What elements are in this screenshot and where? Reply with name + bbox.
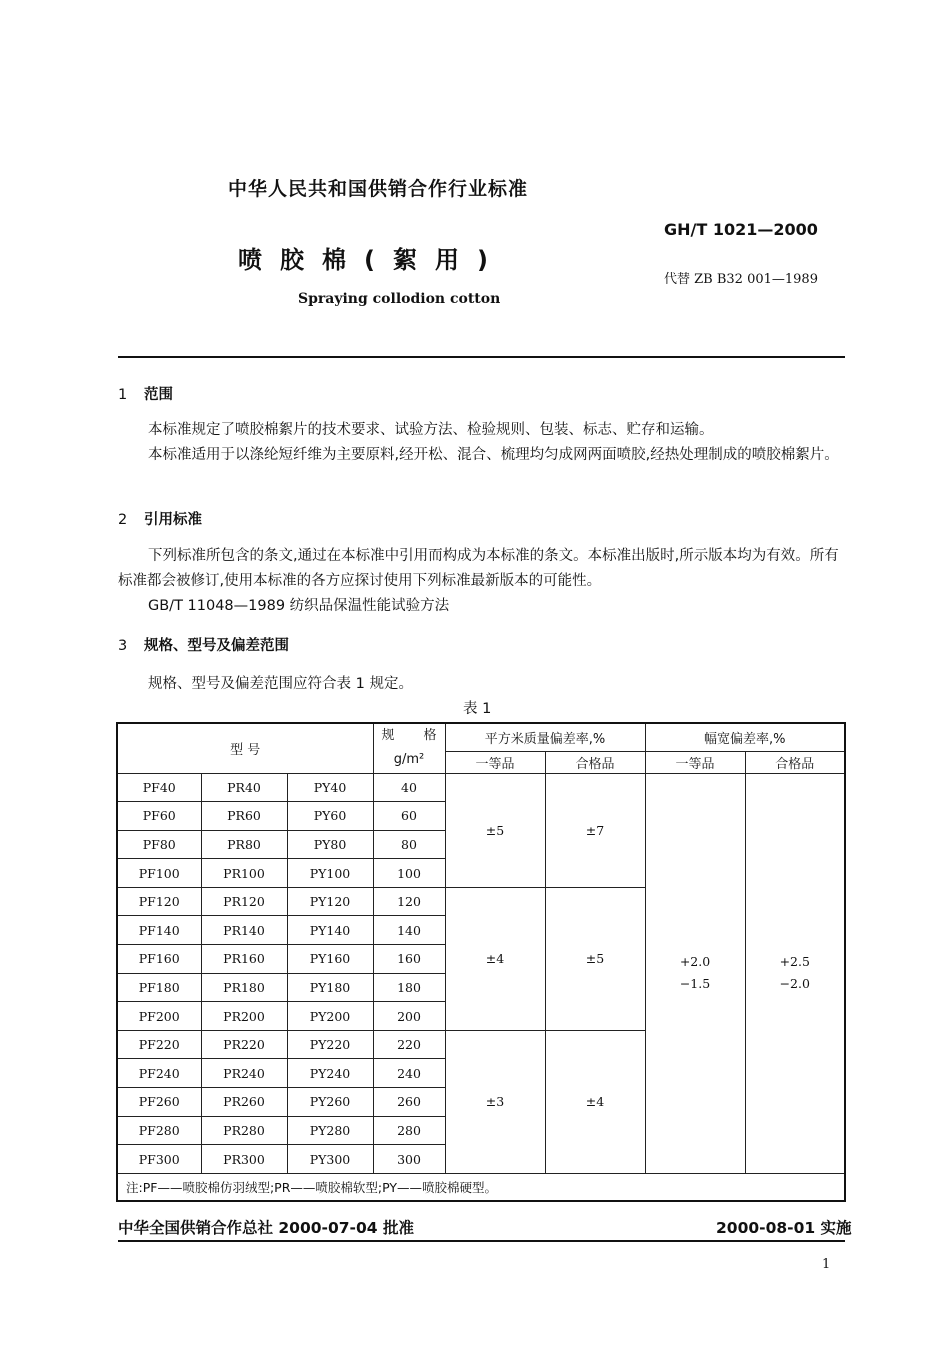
- page-number: 1: [822, 1257, 831, 1272]
- spec-table: [116, 722, 846, 1202]
- table-row: PF280 PR280 PY280 280: [117, 1116, 845, 1145]
- table-row: PF40 PR40 PY40 40 ±5 ±7 +2.0 −1.5 +2.5 −2.0: [117, 773, 845, 802]
- section-heading-3: 3 规格、型号及偏差范围: [118, 638, 289, 654]
- table-row: PF200 PR200 PY200 200: [117, 1002, 845, 1031]
- header-model: 型 号: [117, 723, 373, 773]
- footer-rule: [118, 1240, 845, 1242]
- header-rule: [118, 356, 845, 358]
- width-first-grade: +2.0 −1.5: [645, 773, 745, 1173]
- table-row: PF60 PR60 PY60 60: [117, 802, 845, 831]
- header-width-first-grade: 一等品: [645, 751, 745, 773]
- table-row: PF100 PR100 PY100 100: [117, 859, 845, 888]
- implementation-date: 2000-08-01 实施: [716, 1219, 852, 1237]
- table-row: PF80 PR80 PY80 80: [117, 830, 845, 859]
- document-title-en: Spraying collodion cotton: [298, 291, 501, 307]
- mass-first-group-1: ±5: [445, 773, 545, 887]
- section-1-para-2: 本标准适用于以涤纶短纤维为主要原料,经开松、混合、梳理均匀成网两面喷胶,经热处理制成的喷胶棉絮片。: [148, 447, 839, 463]
- document-title-cn: 喷胶棉(絮用): [238, 246, 506, 274]
- table-row: PF180 PR180 PY180 180: [117, 973, 845, 1002]
- replaces-standard: 代替 ZB B32 001—1989: [664, 272, 818, 287]
- header-width-deviation: 幅宽偏差率,%: [645, 723, 845, 751]
- header-width-qualified: 合格品: [745, 751, 845, 773]
- section-heading-1: 1 范围: [118, 387, 173, 403]
- header-spec-unit: g/m²: [393, 752, 425, 768]
- section-3-para-1: 规格、型号及偏差范围应符合表 1 规定。: [148, 676, 413, 692]
- header-spec: 规 格 g/m²: [373, 723, 445, 773]
- header-mass-deviation: 平方米质量偏差率,%: [445, 723, 645, 751]
- section-2-reference: GB/T 11048—1989 纺织品保温性能试验方法: [148, 598, 450, 614]
- table-row: PF120 PR120 PY120 120 ±4 ±5: [117, 887, 845, 916]
- mass-qualified-group-3: ±4: [545, 1030, 645, 1173]
- table-row: PF240 PR240 PY240 240: [117, 1059, 845, 1088]
- table-row: PF160 PR160 PY160 160: [117, 945, 845, 974]
- section-heading-2: 2 引用标准: [118, 512, 202, 528]
- mass-first-group-2: ±4: [445, 887, 545, 1030]
- section-2-para-1: 下列标准所包含的条文,通过在本标准中引用而构成为本标准的条文。本标准出版时,所示版本均为有效。所有标准都会被修订,使用本标准的各方应探讨使用下列标准最新版本的可能性。: [118, 548, 839, 589]
- table-row: PF220 PR220 PY220 220 ±3 ±4: [117, 1030, 845, 1059]
- header-mass-qualified: 合格品: [545, 751, 645, 773]
- approval-line: 中华全国供销合作总社 2000-07-04 批准: [118, 1219, 414, 1237]
- table-caption: 表 1: [463, 701, 492, 717]
- issuing-body-title: 中华人民共和国供销合作行业标准: [228, 178, 529, 200]
- table-row: PF260 PR260 PY260 260: [117, 1088, 845, 1117]
- table-note: 注:PF——喷胶棉仿羽绒型;PR——喷胶棉软型;PY——喷胶棉硬型。: [117, 1173, 845, 1201]
- mass-qualified-group-1: ±7: [545, 773, 645, 887]
- width-qualified: +2.5 −2.0: [745, 773, 845, 1173]
- header-mass-first-grade: 一等品: [445, 751, 545, 773]
- standard-code: GH/T 1021—2000: [664, 220, 818, 239]
- mass-qualified-group-2: ±5: [545, 887, 645, 1030]
- table-row: PF140 PR140 PY140 140: [117, 916, 845, 945]
- section-1-para-1: 本标准规定了喷胶棉絮片的技术要求、试验方法、检验规则、包装、标志、贮存和运输。: [148, 422, 714, 438]
- table-row: PF300 PR300 PY300 300: [117, 1145, 845, 1174]
- mass-first-group-3: ±3: [445, 1030, 545, 1173]
